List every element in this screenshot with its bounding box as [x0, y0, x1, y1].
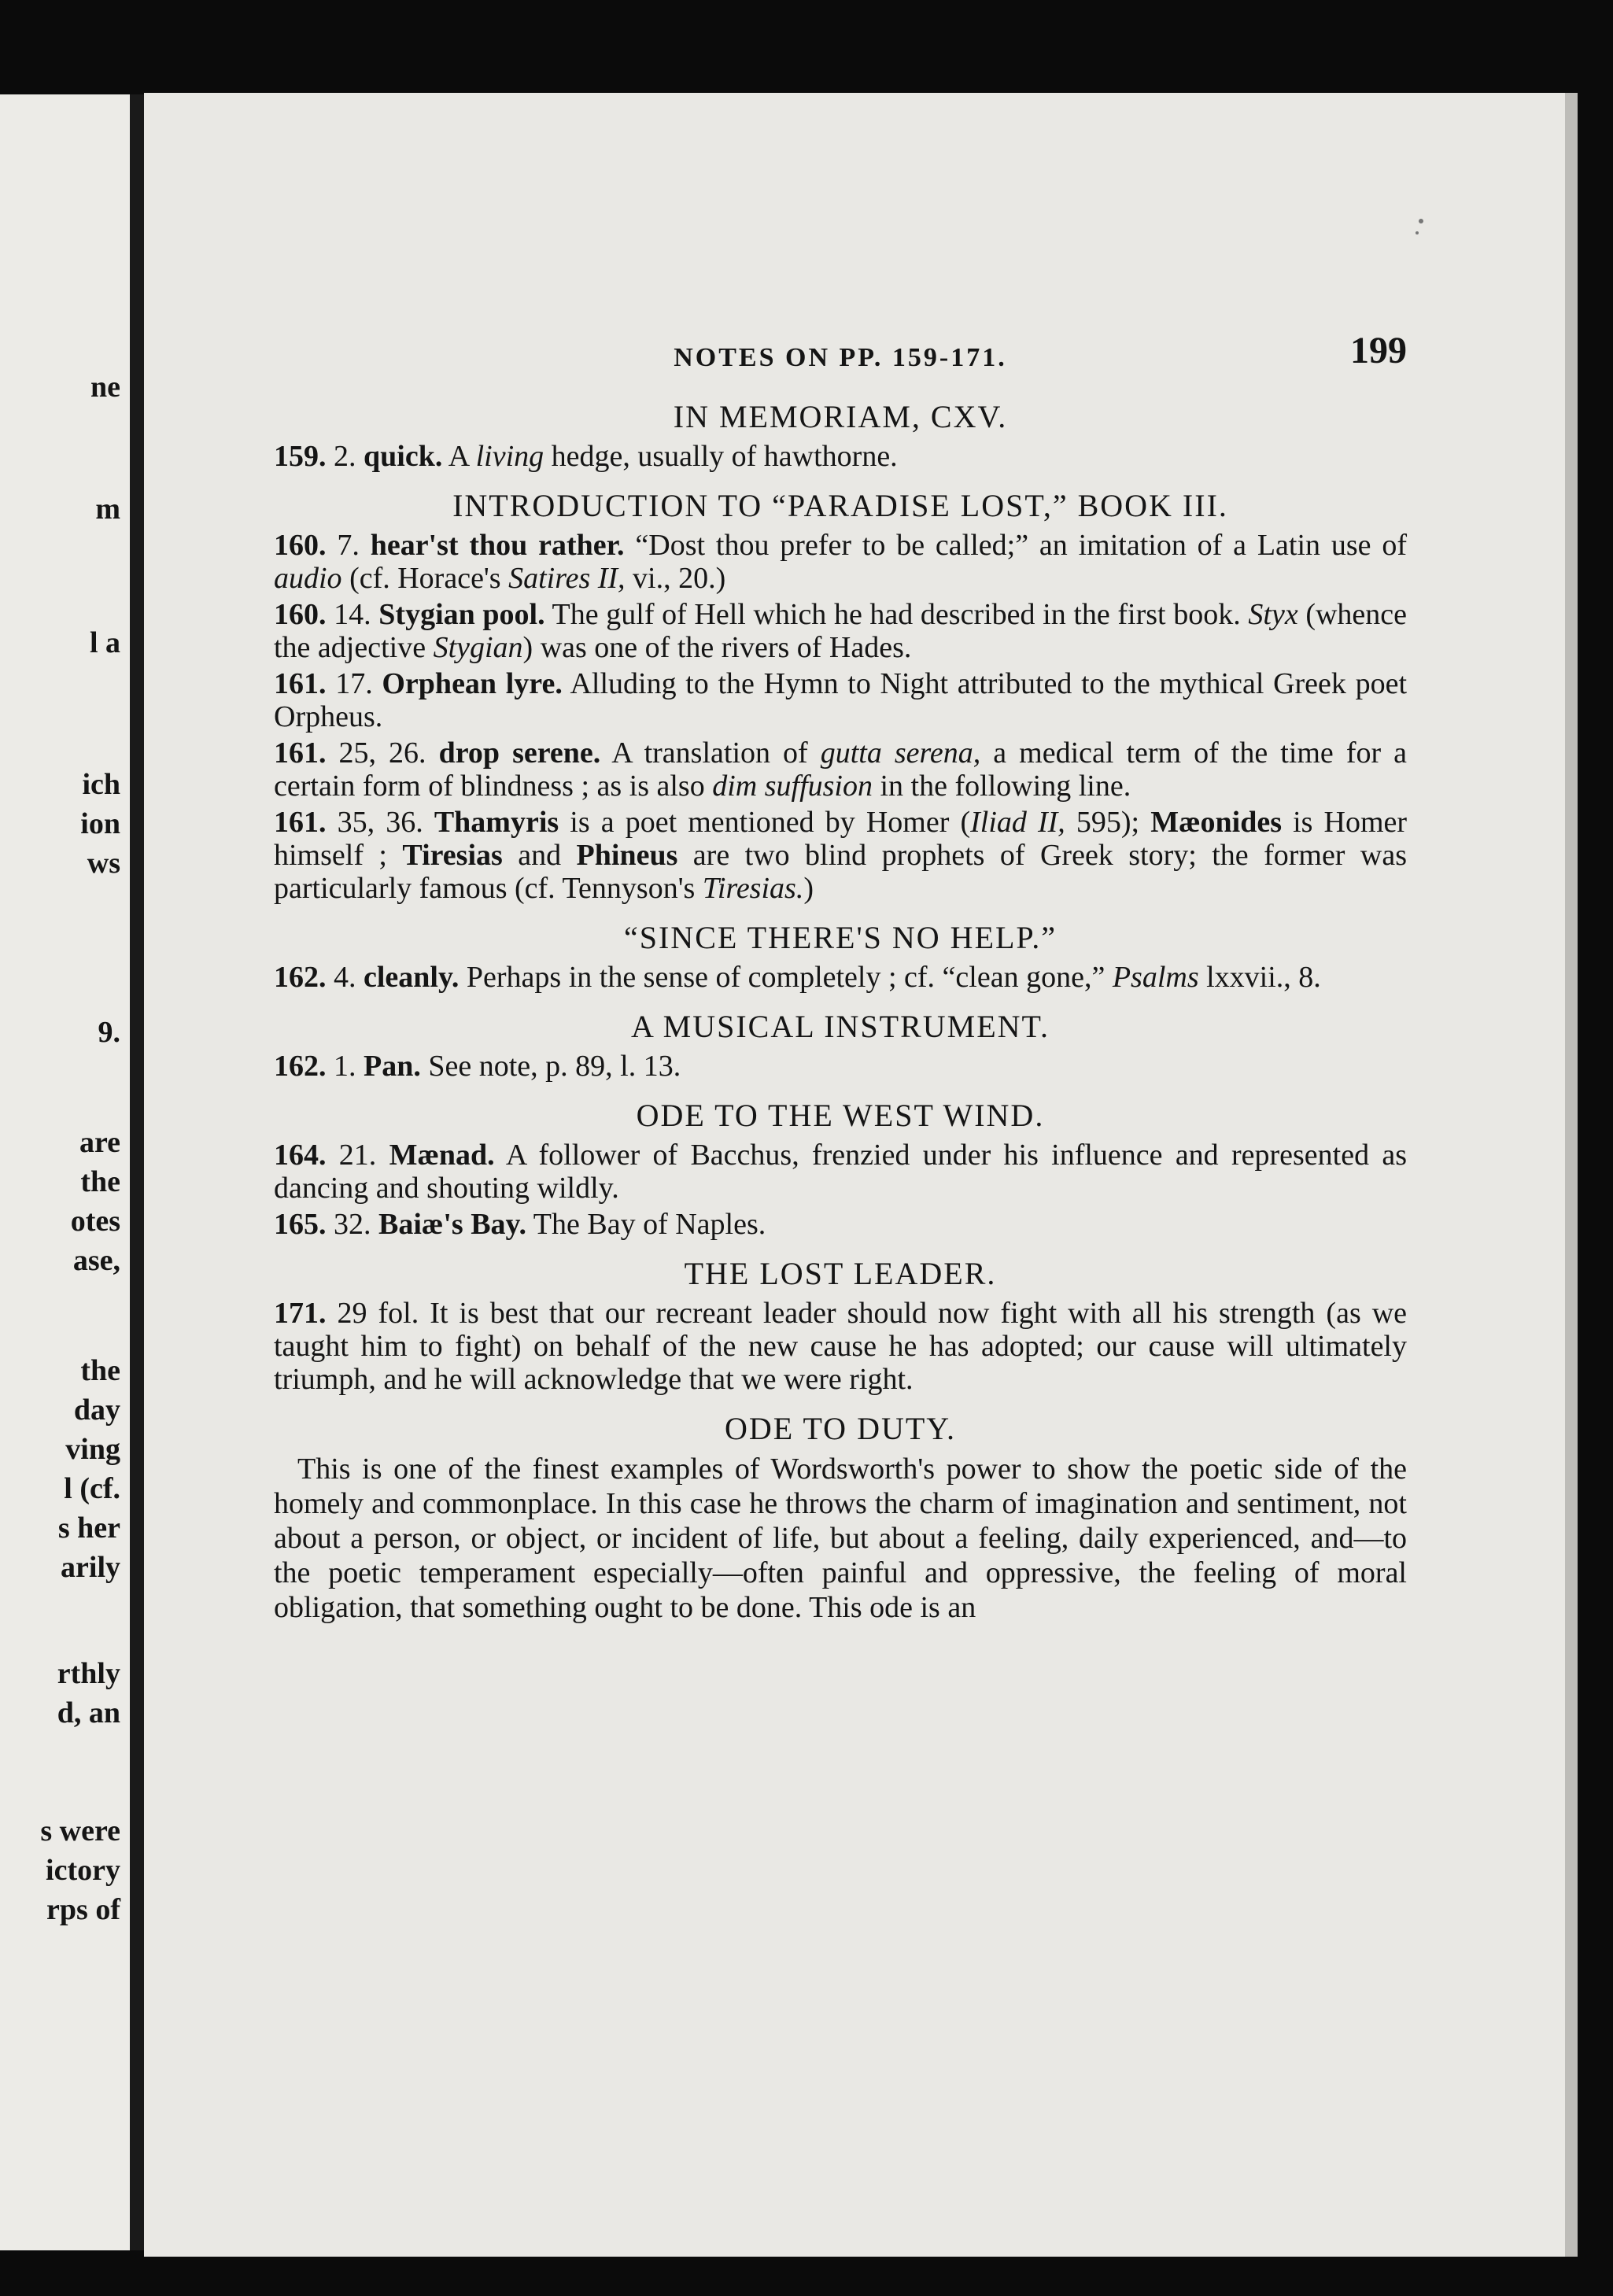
- note-entry: [274, 1208, 1407, 1241]
- note-lemma: Orphean lyre.: [382, 667, 563, 700]
- left-page-fragment: rthly: [57, 1657, 120, 1690]
- note-entry: [274, 440, 1407, 473]
- note-entry: [274, 961, 1407, 994]
- page-header: [274, 329, 1407, 384]
- left-page-fragment: ase,: [72, 1244, 120, 1277]
- left-page-edge: [0, 94, 130, 2250]
- left-page-fragment: ws: [87, 847, 120, 880]
- note-page-number: 165.: [274, 1208, 327, 1241]
- note-page-number: 161.: [274, 736, 327, 770]
- left-page-fragment: rps of: [46, 1893, 120, 1926]
- left-page-fragment: the: [80, 1165, 120, 1198]
- section-heading: ODE TO DUTY.: [724, 1411, 957, 1446]
- note-lemma: Stygian pool.: [378, 598, 545, 631]
- section-heading: “SINCE THERE'S NO HELP.”: [623, 920, 1057, 955]
- book-page: [144, 93, 1578, 2257]
- note-lemma: Mænad.: [389, 1139, 495, 1172]
- left-page-fragment: arily: [61, 1551, 120, 1584]
- note-lemma: quick.: [364, 440, 443, 473]
- note-text: A living hedge, usually of hawthorne.: [448, 440, 898, 473]
- note-entry: [274, 1050, 1407, 1083]
- note-lemma: Pan.: [364, 1050, 421, 1083]
- note-line-number: 14.: [334, 598, 371, 631]
- note-page-number: 161.: [274, 806, 327, 839]
- left-page-fragment: m: [95, 493, 120, 526]
- left-page-fragment: ving: [65, 1433, 120, 1466]
- body-paragraph: This is one of the finest examples of Wordsworth's power to show the poetic side of the homely and commonplace. In this case he throws the charm of imagination and sentiment, not about a person, or object, or incident of life, but about a feeling, daily experienced, and—to the poetic temperament especially—often painful and oppressive, the feeling of moral obligation, that something ought to be done. This ode is an: [274, 1453, 1407, 1624]
- running-head: NOTES ON PP. 159-171.: [674, 343, 1007, 372]
- note-line-number: 21.: [338, 1139, 377, 1172]
- note-page-number: 160.: [274, 598, 327, 631]
- note-text: The gulf of Hell which he had described in the first book. Styx (whence the adjective Stygian) was one of the rivers of Hades.: [274, 598, 1408, 664]
- left-page-fragment: s her: [57, 1512, 120, 1545]
- note-line-number: 17.: [335, 667, 373, 700]
- left-page-fragment: 9.: [98, 1016, 120, 1049]
- page-content: [274, 329, 1407, 1630]
- left-page-fragment: ictory: [46, 1854, 120, 1887]
- left-page-fragment: are: [79, 1126, 120, 1159]
- note-line-number: 29 fol.: [337, 1297, 419, 1330]
- note-line-number: 25, 26.: [338, 736, 426, 770]
- note-entry: [274, 736, 1407, 803]
- note-page-number: 160.: [274, 529, 327, 562]
- note-line-number: 1.: [334, 1050, 356, 1083]
- left-page-fragment: ion: [80, 807, 120, 840]
- note-entry: [274, 529, 1407, 595]
- note-lemma: Thamyris: [434, 806, 559, 839]
- note-page-number: 162.: [274, 961, 327, 994]
- note-line-number: 4.: [334, 961, 356, 994]
- left-page-fragment: ne: [90, 371, 120, 404]
- note-page-number: 161.: [274, 667, 327, 700]
- note-entry: [274, 1139, 1407, 1205]
- note-lemma: Baiæ's Bay.: [378, 1208, 526, 1241]
- note-lemma: hear'st thou rather.: [370, 529, 625, 562]
- note-line-number: 32.: [334, 1208, 371, 1241]
- paper-speck: [1416, 231, 1419, 234]
- note-page-number: 164.: [274, 1139, 327, 1172]
- left-page-fragment: l a: [89, 626, 120, 659]
- note-page-number: 171.: [274, 1297, 327, 1330]
- note-text: A follower of Bacchus, frenzied under his influence and represented as dancing and shouting wildly.: [274, 1139, 1408, 1205]
- note-entry: [274, 806, 1407, 905]
- section-heading: THE LOST LEADER.: [684, 1256, 997, 1291]
- note-text: A translation of gutta serena, a medical term of the time for a certain form of blindness ; as is also dim suffusion in the following line.: [274, 736, 1408, 803]
- page-number: 199: [1350, 330, 1407, 371]
- note-entry: [274, 598, 1407, 664]
- section-heading: INTRODUCTION TO “PARADISE LOST,” BOOK III.: [452, 488, 1228, 523]
- note-entry: [274, 667, 1407, 733]
- note-line-number: 7.: [337, 529, 360, 562]
- note-text: The Bay of Naples.: [533, 1208, 766, 1241]
- left-page-fragment: ich: [82, 768, 120, 801]
- paper-speck: [1419, 219, 1423, 223]
- note-text: Perhaps in the sense of completely ; cf. “clean gone,” Psalms lxxvii., 8.: [466, 961, 1321, 994]
- left-page-fragment: the: [80, 1354, 120, 1387]
- section-heading: IN MEMORIAM, CXV.: [673, 399, 1008, 434]
- note-text: Alluding to the Hymn to Night attributed to the mythical Greek poet Orpheus.: [274, 667, 1408, 733]
- note-text: is a poet mentioned by Homer (Iliad II, 595); Mæonides is Homer himself ; Tiresias and Phineus are two blind prophets of Greek story; the former was particularly famous (cf. Tennyson's Tiresias.): [274, 806, 1408, 905]
- note-page-number: 159.: [274, 440, 327, 473]
- note-text: It is best that our recreant leader should now fight with all his strength (as we taught him to fight) on behalf of the new cause he has adopted; our cause will ultimately triumph, and he will acknowledge that we were right.: [274, 1297, 1408, 1396]
- note-line-number: 2.: [334, 440, 356, 473]
- note-line-number: 35, 36.: [337, 806, 423, 839]
- left-page-fragment: l (cf.: [64, 1472, 120, 1505]
- section-heading: A MUSICAL INSTRUMENT.: [630, 1009, 1050, 1044]
- note-text: See note, p. 89, l. 13.: [428, 1050, 681, 1083]
- left-page-fragment: otes: [70, 1205, 120, 1238]
- note-text: “Dost thou prefer to be called;” an imitation of a Latin use of audio (cf. Horace's Satires II, vi., 20.): [274, 529, 1408, 595]
- note-lemma: cleanly.: [364, 961, 460, 994]
- note-entry: [274, 1297, 1407, 1396]
- section-heading: ODE TO THE WEST WIND.: [636, 1098, 1045, 1133]
- note-page-number: 162.: [274, 1050, 327, 1083]
- notes-body: [274, 398, 1407, 1625]
- note-lemma: drop serene.: [438, 736, 601, 770]
- left-page-fragment: s were: [40, 1814, 120, 1848]
- left-page-fragment: day: [73, 1393, 120, 1427]
- book-gutter: [130, 94, 144, 2250]
- left-page-fragment: d, an: [57, 1696, 120, 1729]
